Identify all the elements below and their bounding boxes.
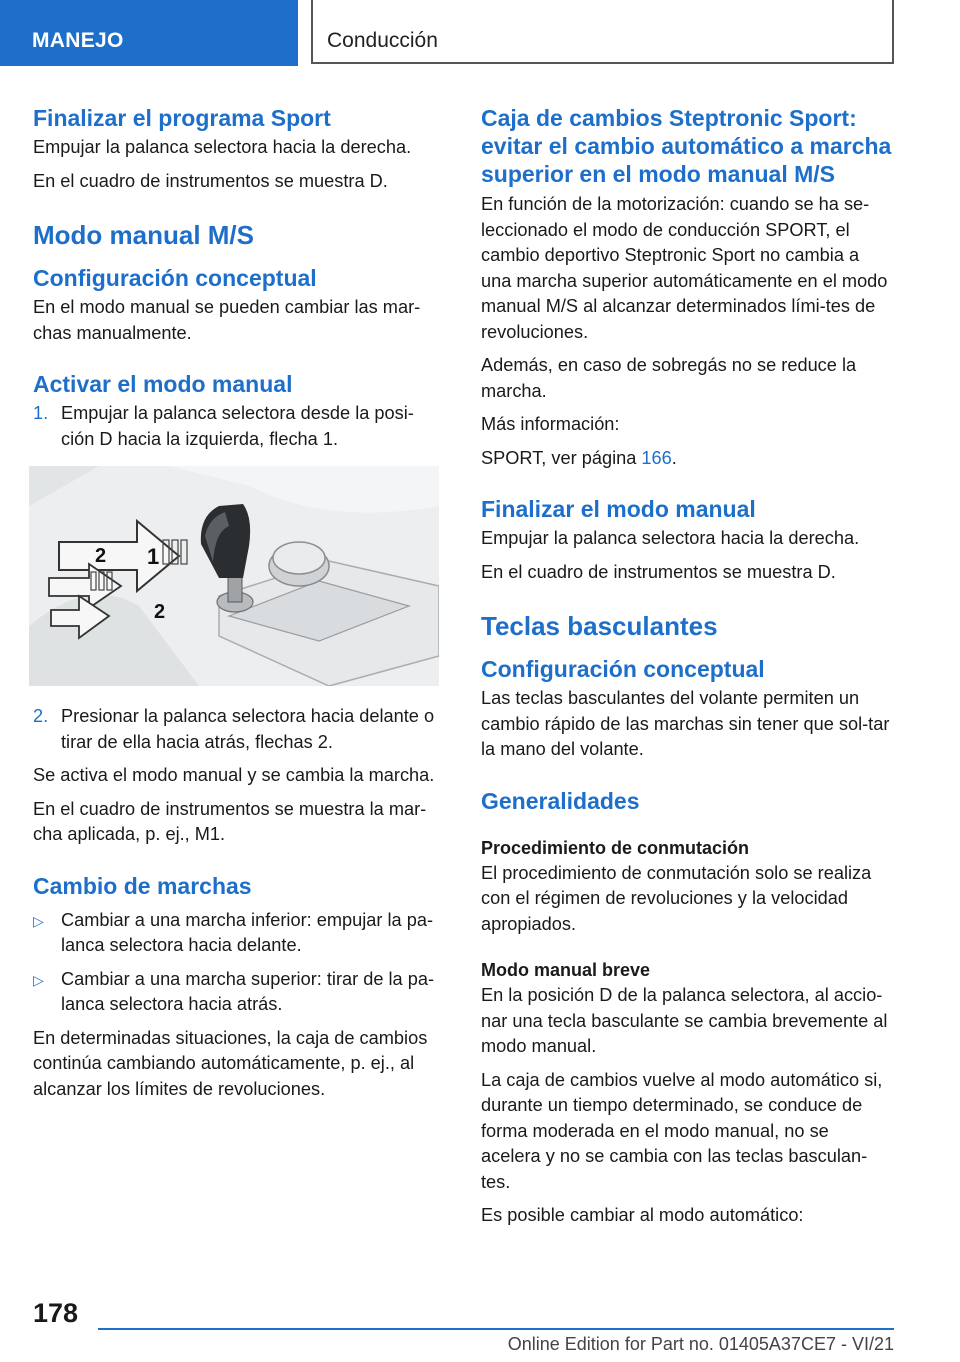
arrow-label: 1	[147, 544, 160, 569]
triangle-bullet-icon: ▷	[33, 912, 44, 929]
step-text: Empujar la palanca selectora desde la posi‐ción D hacia la izquierda, flecha 1.	[61, 403, 414, 449]
list-item-step-2	[33, 704, 443, 755]
paragraph: El procedimiento de conmutación solo se realiza con el régimen de revoluciones y la velocidad apropiados.	[481, 862, 872, 934]
paragraph: En función de la motorización: cuando se ha se‐leccionado el modo de conducción SPORT, el cambio deportivo Steptronic Sport no cambia a una marcha superior automáticamente en el modo manual M/S al alcanzar determinados lími‐tes de revoluciones.	[481, 194, 888, 342]
triangle-bullet-icon: ▷	[33, 971, 44, 988]
paragraph: En determinadas situaciones, la caja de cambios continúa cambiando automáticamente, p. ej., al alcanzar los límites de revoluciones.	[33, 1027, 428, 1099]
heading-gear-shift: Cambio de marchas	[33, 872, 252, 899]
heading-activate-manual: Activar el modo manual	[33, 371, 293, 397]
step-text: Presionar la palanca selectora hacia delante o tirar de ella hacia atrás, flechas 2.	[61, 706, 435, 752]
heading-paddles: Teclas basculantes	[481, 611, 718, 641]
paragraph: En el cuadro de instrumentos se muestra D.	[481, 561, 836, 582]
subheading-brief-manual: Modo manual breve	[481, 960, 651, 980]
bullet-item	[33, 908, 443, 959]
paragraph: Las teclas basculantes del volante permiten un cambio rápido de las marchas sin tener que sol‐tar la mano del volante.	[481, 688, 890, 759]
paragraph: Empujar la palanca selectora hacia la derecha.	[481, 528, 860, 548]
paragraph: La caja de cambios vuelve al modo automático si, durante un tiempo determinado, se conduce de forma moderada en el modo manual, no se acelera y no se cambia con las teclas basculan‐tes.	[481, 1069, 883, 1192]
bullet-item	[33, 967, 443, 1018]
bullet-text: Cambiar a una marcha inferior: empujar la pa‐lanca selectora hacia delante.	[61, 909, 434, 955]
heading-manual-mode: Modo manual M/S	[33, 220, 254, 250]
list-item-step-1	[33, 401, 443, 452]
arrow-label: 2	[95, 545, 107, 567]
right-column	[481, 100, 893, 1237]
heading-concept: Configuración conceptual	[481, 656, 765, 682]
arrow-label: 2	[154, 601, 166, 623]
paragraph: Más información:	[481, 414, 620, 434]
page-header	[0, 0, 960, 66]
heading-general: Generalidades	[481, 787, 640, 814]
step-number: 1.	[33, 403, 49, 423]
gear-selector-drawing	[29, 466, 439, 686]
footer-edition: Online Edition for Part no. 01405A37CE7 - VI/21	[507, 1334, 894, 1354]
section-tab: MANEJO	[0, 0, 298, 66]
paragraph-cross-reference	[481, 446, 893, 472]
paragraph: En el modo manual se pueden cambiar las mar‐chas manualmente.	[33, 297, 421, 343]
paragraph: Es posible cambiar al modo automático:	[481, 1205, 804, 1225]
reference-text: SPORT, ver página	[481, 447, 642, 468]
page-number: 178	[33, 1298, 79, 1328]
paragraph: Además, en caso de sobregás no se reduce la marcha.	[481, 355, 857, 401]
reference-suffix: .	[671, 447, 677, 468]
paragraph: En el cuadro de instrumentos se muestra D.	[33, 170, 388, 191]
heading-finish-manual: Finalizar el modo manual	[481, 496, 756, 522]
footer-divider	[98, 1328, 894, 1330]
paragraph: En la posición D de la palanca selectora, al accio‐nar una tecla basculante se cambia brevemente al modo manual.	[481, 985, 888, 1056]
paragraph: Se activa el modo manual y se cambia la marcha.	[33, 765, 435, 785]
heading-concept: Configuración conceptual	[33, 265, 317, 291]
paragraph: Empujar la palanca selectora hacia la derecha.	[33, 137, 412, 157]
heading-steptronic: Caja de cambios Steptronic Sport: evitar el cambio automático a marcha superior en el modo manual M/S	[481, 105, 892, 187]
step-number: 2.	[33, 706, 49, 726]
selector-lever-illustration	[29, 466, 439, 686]
page-link[interactable]: 166	[641, 447, 672, 468]
subheading-procedure: Procedimiento de conmutación	[481, 837, 750, 858]
heading-finish-sport: Finalizar el programa Sport	[33, 105, 331, 131]
chapter-title: Conducción	[311, 0, 894, 64]
left-column	[33, 100, 443, 1110]
paragraph: En el cuadro de instrumentos se muestra la mar‐cha aplicada, p. ej., M1.	[33, 798, 427, 844]
bullet-text: Cambiar a una marcha superior: tirar de la pa‐lanca selectora hacia atrás.	[61, 968, 435, 1014]
